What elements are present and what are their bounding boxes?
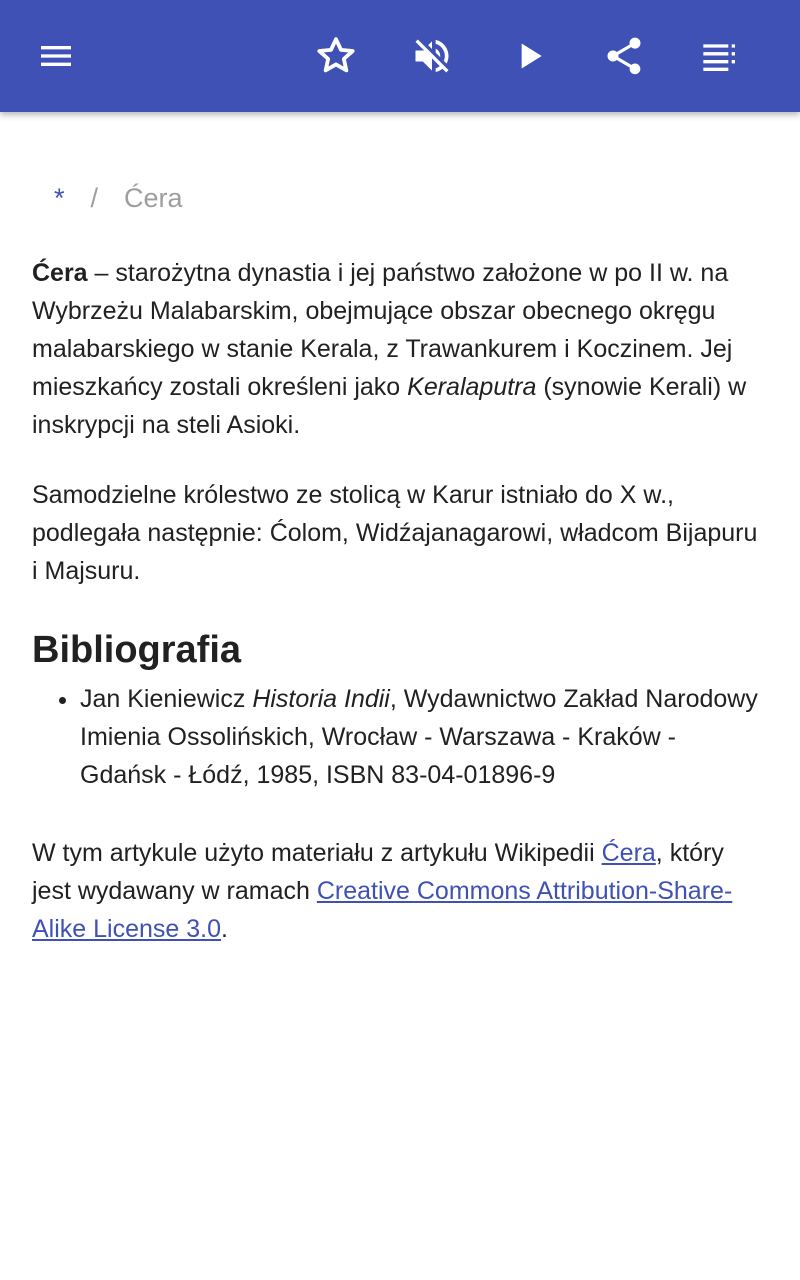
attribution-text-b: , który jest wydawany w ramach (32, 839, 724, 905)
contents-button[interactable] (688, 24, 752, 88)
article-title-bold: Ćera (32, 259, 88, 287)
share-button[interactable] (592, 24, 656, 88)
menu-icon (36, 36, 76, 76)
bib-publisher: , Wydawnictwo Zakład Narodowy Imienia Ossolińskich, Wrocław - Warszawa - Kraków - Gdańsk - Łódź, 1985, ISBN 83-04-01896-9 (80, 685, 758, 789)
intro-text-b: (synowie Kerali) w inskrypcji na steli Asioki. (32, 373, 747, 439)
wikipedia-article-link[interactable]: Ćera (601, 839, 656, 867)
favorite-button[interactable] (304, 24, 368, 88)
bibliography-list (32, 680, 768, 794)
bibliography-item (80, 680, 768, 794)
play-button[interactable] (498, 24, 562, 88)
article-paragraph-history: Samodzielne królestwo ze stolicą w Karur istniało do X w., podlegała następnie: Ćolom, Widźajanagarowi, władcom Bijapuru i Majsuru. (32, 481, 758, 585)
license-link[interactable]: Creative Commons Attribution-Share-Alike License 3.0 (32, 877, 733, 943)
mute-button[interactable] (400, 24, 464, 88)
bibliography-heading: Bibliografia (32, 629, 242, 671)
playlist-icon (700, 36, 740, 76)
breadcrumb-separator: / (90, 182, 99, 213)
play-icon (510, 36, 550, 76)
breadcrumb-home-link[interactable]: * (54, 182, 65, 213)
breadcrumb-current: Ćera (124, 182, 183, 213)
breadcrumb (32, 170, 768, 226)
volume-off-icon (410, 34, 454, 78)
bib-title: Historia Indii (252, 685, 390, 713)
attribution-text-a: W tym artykule użyto materiału z artykułu Wikipedii (32, 839, 602, 867)
star-icon (313, 33, 359, 79)
intro-text-a: – starożytna dynastia i jej państwo założone w po II w. na Wybrzeżu Malabarskim, obejmujące obszar obecnego okręgu malabarskiego w stanie Kerala, z Trawankurem i Koczinem. Jej mieszkańcy zostali określeni jako (32, 259, 733, 401)
share-icon (602, 34, 646, 78)
article-content (32, 170, 768, 948)
attribution-text-c: . (221, 915, 228, 943)
menu-button[interactable] (24, 24, 88, 88)
app-bar (0, 0, 800, 112)
intro-italic-term: Keralaputra (407, 373, 537, 401)
article-paragraph-intro (32, 254, 768, 444)
attribution-paragraph (32, 834, 768, 948)
bib-author: Jan Kieniewicz (80, 685, 253, 713)
